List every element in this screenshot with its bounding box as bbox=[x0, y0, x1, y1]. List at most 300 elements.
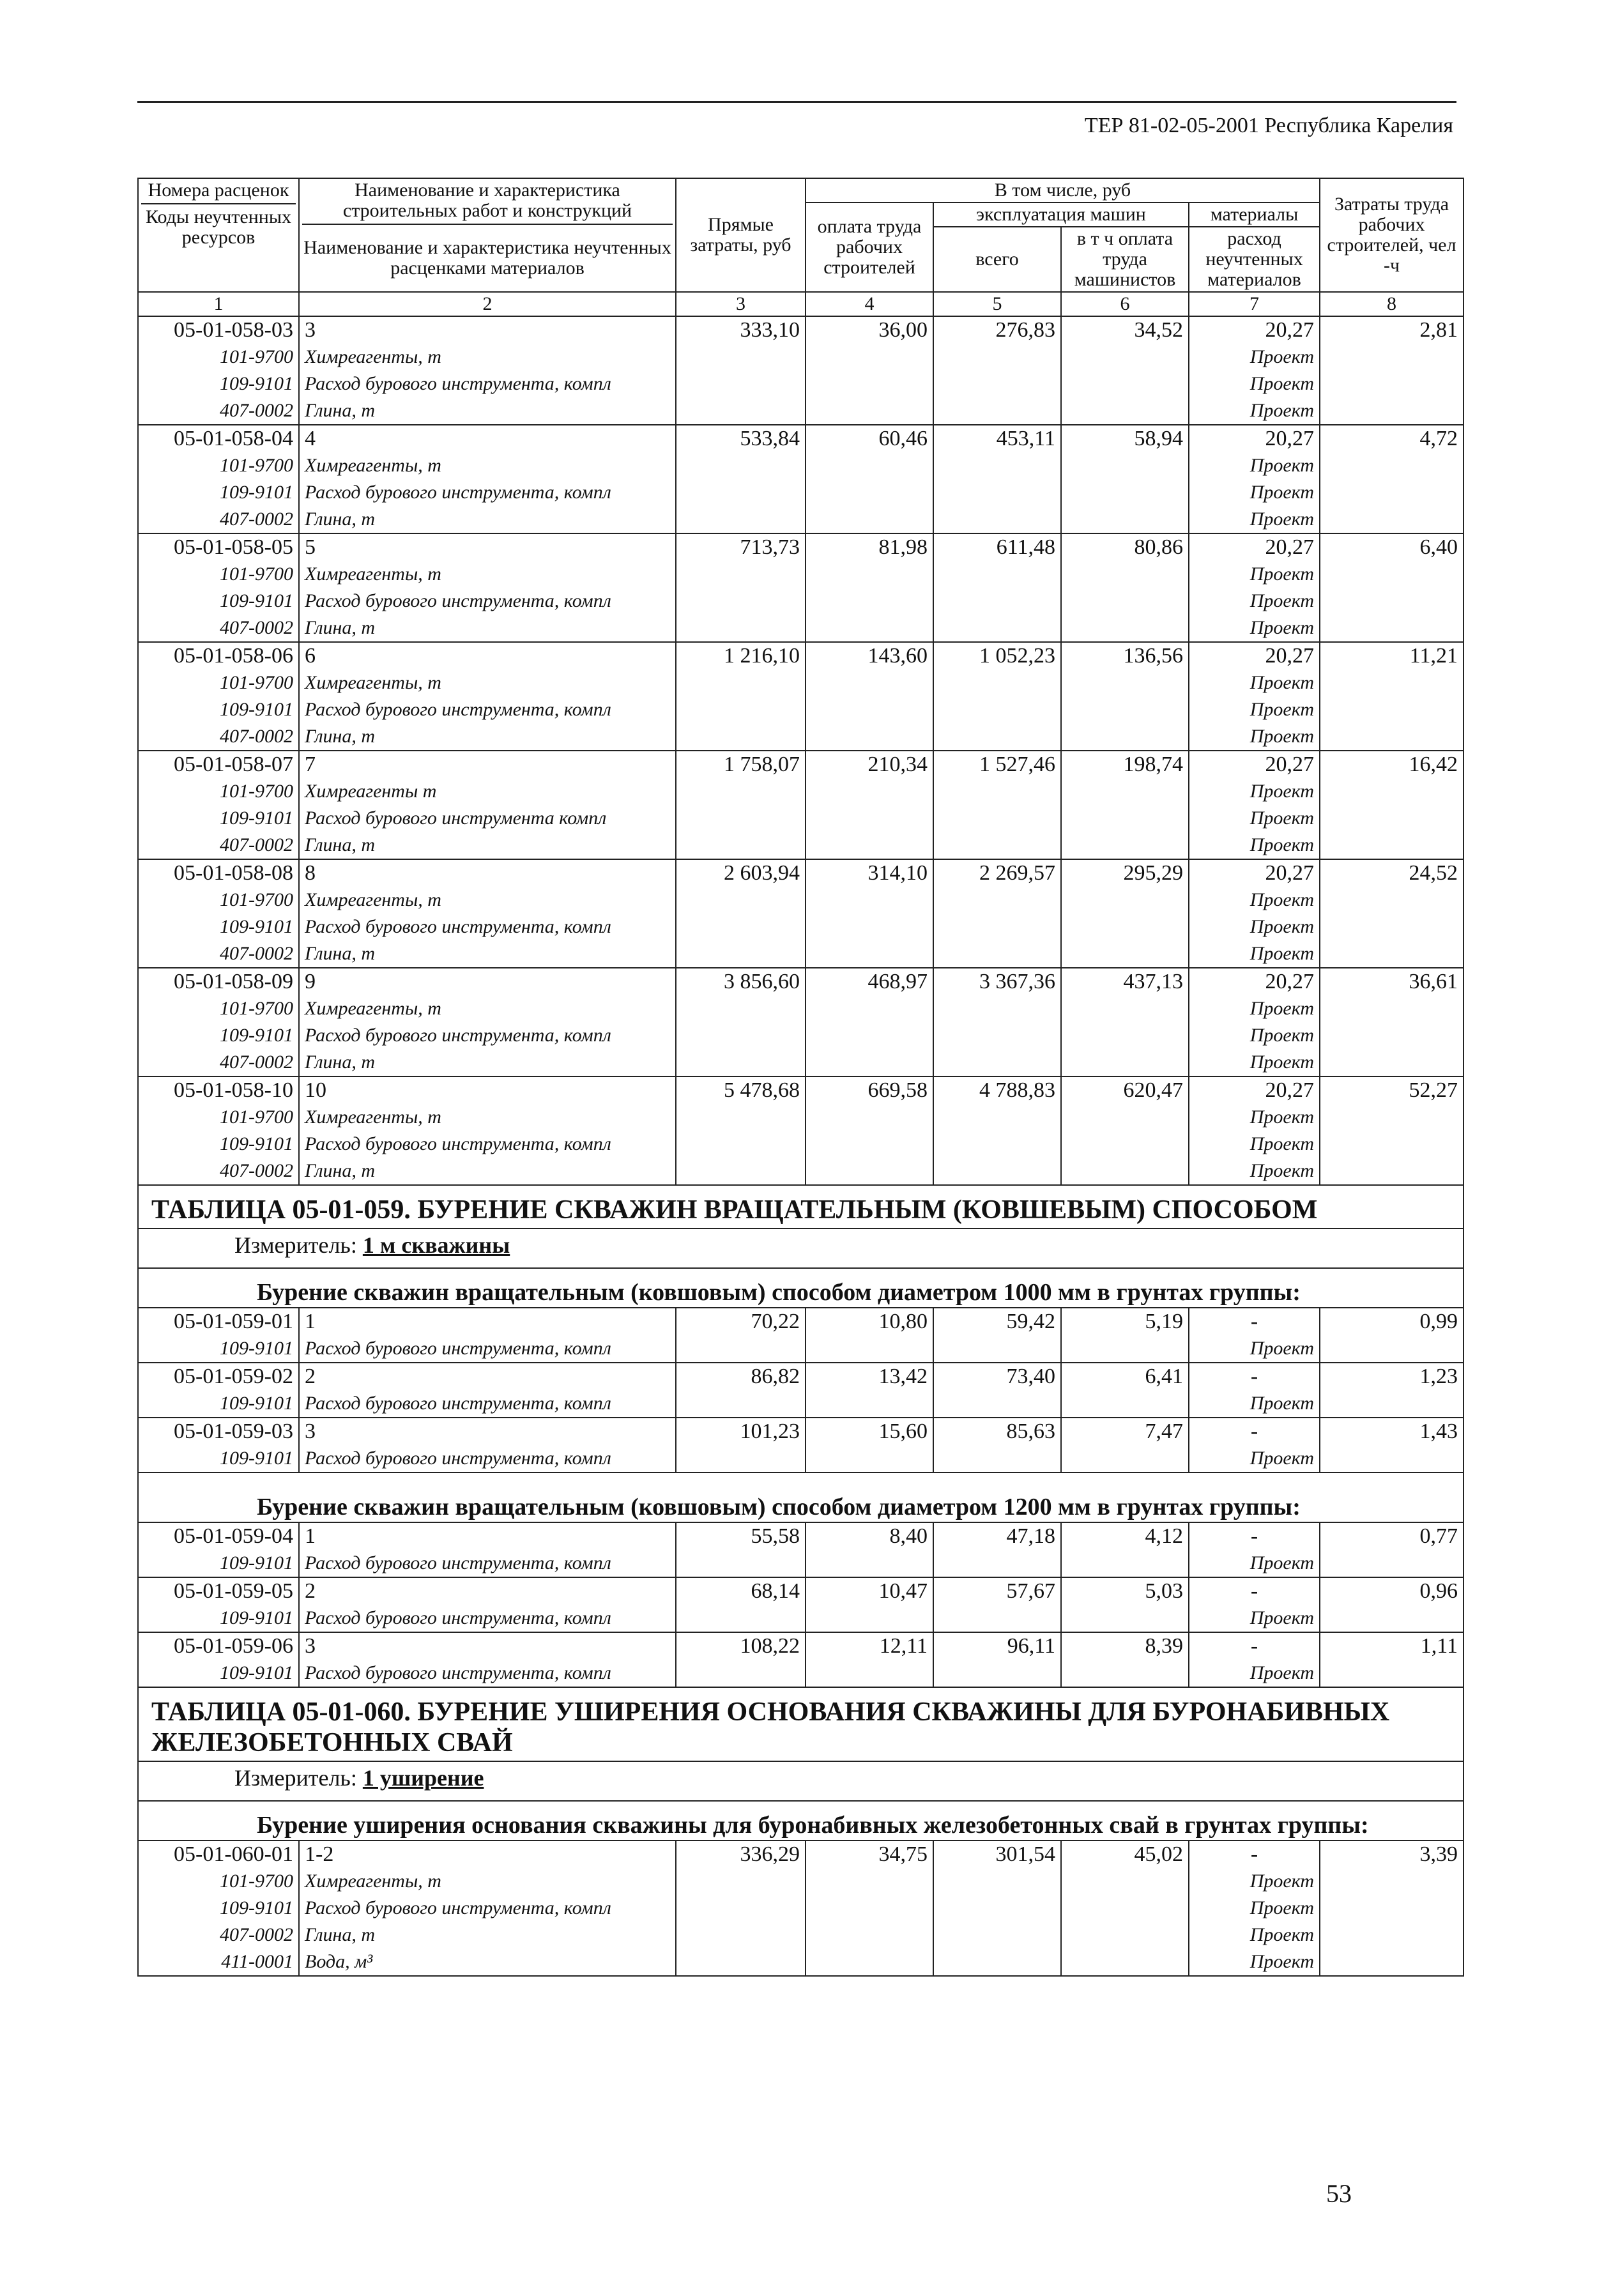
empty-cell bbox=[806, 1605, 933, 1632]
empty-cell bbox=[1061, 397, 1189, 425]
direct-costs: 5 478,68 bbox=[676, 1076, 806, 1104]
empty-cell bbox=[676, 914, 806, 940]
rate-code: 05-01-058-10 bbox=[138, 1076, 299, 1104]
material-name: Расход бурового инструмента, компл bbox=[299, 696, 676, 723]
empty-cell bbox=[1320, 1895, 1463, 1922]
empty-cell bbox=[1320, 506, 1463, 533]
empty-cell bbox=[1061, 805, 1189, 832]
machinist-wages: 6,41 bbox=[1061, 1363, 1189, 1390]
empty-cell bbox=[933, 615, 1061, 642]
wages: 143,60 bbox=[806, 642, 933, 670]
material-name: Глина, т bbox=[299, 615, 676, 642]
empty-cell bbox=[1061, 1922, 1189, 1948]
material-cost: - bbox=[1189, 1577, 1320, 1605]
material-row bbox=[138, 1390, 1463, 1418]
machines-total: 73,40 bbox=[933, 1363, 1061, 1390]
section-heading-060: Бурение уширения основания скважины для буронабивных железобетонных свай в грунтах группы: bbox=[138, 1801, 1463, 1841]
col-header-machinist-wages: в т ч оплата труда машинистов bbox=[1061, 227, 1189, 292]
machinist-wages: 45,02 bbox=[1061, 1841, 1189, 1868]
machinist-wages: 437,13 bbox=[1061, 968, 1189, 995]
empty-cell bbox=[933, 887, 1061, 914]
empty-cell bbox=[1061, 1049, 1189, 1076]
empty-cell bbox=[933, 1948, 1061, 1976]
col-header-names bbox=[299, 178, 676, 292]
empty-cell bbox=[933, 778, 1061, 805]
empty-cell bbox=[1061, 696, 1189, 723]
material-row bbox=[138, 670, 1463, 696]
empty-cell bbox=[806, 696, 933, 723]
empty-cell bbox=[806, 1390, 933, 1418]
material-project: Проект bbox=[1189, 1131, 1320, 1158]
material-project: Проект bbox=[1189, 1104, 1320, 1131]
empty-cell bbox=[676, 832, 806, 859]
empty-cell bbox=[806, 1550, 933, 1577]
direct-costs: 55,58 bbox=[676, 1522, 806, 1550]
resource-code: 109-9101 bbox=[138, 805, 299, 832]
direct-costs: 108,22 bbox=[676, 1632, 806, 1660]
resource-code: 407-0002 bbox=[138, 615, 299, 642]
empty-cell bbox=[1320, 615, 1463, 642]
material-cost: 20,27 bbox=[1189, 642, 1320, 670]
resource-code: 109-9101 bbox=[138, 588, 299, 615]
material-name: Химреагенты, т bbox=[299, 887, 676, 914]
material-name: Глина, т bbox=[299, 1049, 676, 1076]
wages: 12,11 bbox=[806, 1632, 933, 1660]
empty-cell bbox=[1320, 832, 1463, 859]
material-row bbox=[138, 832, 1463, 859]
material-cost: 20,27 bbox=[1189, 751, 1320, 778]
direct-costs: 533,84 bbox=[676, 425, 806, 452]
empty-cell bbox=[806, 1022, 933, 1049]
machinist-wages: 8,39 bbox=[1061, 1632, 1189, 1660]
empty-cell bbox=[1320, 588, 1463, 615]
empty-cell bbox=[1320, 995, 1463, 1022]
price-table bbox=[137, 178, 1464, 1977]
empty-cell bbox=[676, 1948, 806, 1976]
col-num: 6 bbox=[1061, 292, 1189, 316]
table-059-title: ТАБЛИЦА 05-01-059. БУРЕНИЕ СКВАЖИН ВРАЩАТЕЛЬНЫМ (КОВШЕВЫМ) СПОСОБОМ bbox=[138, 1185, 1463, 1228]
empty-cell bbox=[1061, 615, 1189, 642]
empty-cell bbox=[676, 506, 806, 533]
rate-code: 05-01-058-05 bbox=[138, 533, 299, 561]
col-header-wages: оплата труда рабочих строителей bbox=[806, 203, 933, 292]
machinist-wages: 4,12 bbox=[1061, 1522, 1189, 1550]
material-project: Проект bbox=[1189, 778, 1320, 805]
empty-cell bbox=[933, 805, 1061, 832]
labor-hours: 1,43 bbox=[1320, 1418, 1463, 1445]
empty-cell bbox=[806, 561, 933, 588]
rate-row bbox=[138, 1841, 1463, 1868]
material-cost: 20,27 bbox=[1189, 316, 1320, 344]
resource-code: 101-9700 bbox=[138, 1868, 299, 1895]
empty-cell bbox=[1320, 371, 1463, 397]
empty-cell bbox=[1061, 1022, 1189, 1049]
material-cost: - bbox=[1189, 1841, 1320, 1868]
material-row bbox=[138, 615, 1463, 642]
empty-cell bbox=[806, 940, 933, 968]
table-058-body bbox=[138, 316, 1463, 1185]
empty-cell bbox=[1061, 588, 1189, 615]
labor-hours: 3,39 bbox=[1320, 1841, 1463, 1868]
direct-costs: 3 856,60 bbox=[676, 968, 806, 995]
rate-name: 2 bbox=[299, 1577, 676, 1605]
machinist-wages: 5,19 bbox=[1061, 1308, 1189, 1335]
labor-hours: 0,77 bbox=[1320, 1522, 1463, 1550]
material-row bbox=[138, 1049, 1463, 1076]
empty-cell bbox=[806, 506, 933, 533]
material-row bbox=[138, 452, 1463, 479]
material-name: Глина, т bbox=[299, 1158, 676, 1185]
resource-code: 109-9101 bbox=[138, 1895, 299, 1922]
material-cost: 20,27 bbox=[1189, 425, 1320, 452]
empty-cell bbox=[676, 1022, 806, 1049]
wages: 10,47 bbox=[806, 1577, 933, 1605]
direct-costs: 336,29 bbox=[676, 1841, 806, 1868]
labor-hours: 4,72 bbox=[1320, 425, 1463, 452]
table-060-title: ТАБЛИЦА 05-01-060. БУРЕНИЕ УШИРЕНИЯ ОСНОВАНИЯ СКВАЖИНЫ ДЛЯ БУРОНАБИВНЫХ ЖЕЛЕЗОБЕТОННЫХ СВАЙ bbox=[138, 1687, 1463, 1761]
section-heading-1200: Бурение скважин вращательным (ковшовым) способом диаметром 1200 мм в грунтах группы: bbox=[138, 1473, 1463, 1522]
empty-cell bbox=[1061, 1445, 1189, 1473]
direct-costs: 1 758,07 bbox=[676, 751, 806, 778]
material-row bbox=[138, 1445, 1463, 1473]
col-header-material-use: расход неучтенных материалов bbox=[1189, 227, 1320, 292]
empty-cell bbox=[933, 832, 1061, 859]
empty-cell bbox=[806, 832, 933, 859]
empty-cell bbox=[1061, 1895, 1189, 1922]
material-project: Проект bbox=[1189, 588, 1320, 615]
meter-label: Измеритель: bbox=[234, 1232, 357, 1258]
material-name: Глина, т bbox=[299, 506, 676, 533]
rate-name: 4 bbox=[299, 425, 676, 452]
material-cost: 20,27 bbox=[1189, 1076, 1320, 1104]
empty-cell bbox=[676, 1605, 806, 1632]
material-project: Проект bbox=[1189, 1022, 1320, 1049]
material-project: Проект bbox=[1189, 344, 1320, 371]
wages: 60,46 bbox=[806, 425, 933, 452]
material-name: Вода, м³ bbox=[299, 1948, 676, 1976]
empty-cell bbox=[933, 588, 1061, 615]
material-name: Расход бурового инструмента, компл bbox=[299, 1895, 676, 1922]
column-number-row bbox=[138, 292, 1463, 316]
material-row bbox=[138, 1550, 1463, 1577]
resource-code: 407-0002 bbox=[138, 1922, 299, 1948]
empty-cell bbox=[933, 696, 1061, 723]
col-header-rate-numbers: Номера расценок bbox=[141, 180, 296, 204]
machinist-wages: 34,52 bbox=[1061, 316, 1189, 344]
empty-cell bbox=[1061, 371, 1189, 397]
material-project: Проект bbox=[1189, 561, 1320, 588]
empty-cell bbox=[1061, 1660, 1189, 1687]
empty-cell bbox=[1320, 1390, 1463, 1418]
empty-cell bbox=[806, 371, 933, 397]
material-project: Проект bbox=[1189, 887, 1320, 914]
machines-total: 4 788,83 bbox=[933, 1076, 1061, 1104]
col-header-resource-codes: Коды неучтенных ресурсов bbox=[146, 206, 291, 248]
empty-cell bbox=[1061, 1550, 1189, 1577]
rate-row bbox=[138, 642, 1463, 670]
table-059-body bbox=[138, 1185, 1463, 1687]
material-row bbox=[138, 1948, 1463, 1976]
empty-cell bbox=[1320, 1605, 1463, 1632]
resource-code: 109-9101 bbox=[138, 1550, 299, 1577]
empty-cell bbox=[806, 1922, 933, 1948]
empty-cell bbox=[933, 1158, 1061, 1185]
empty-cell bbox=[1061, 561, 1189, 588]
empty-cell bbox=[933, 1445, 1061, 1473]
resource-code: 109-9101 bbox=[138, 696, 299, 723]
resource-code: 407-0002 bbox=[138, 1049, 299, 1076]
labor-hours: 1,23 bbox=[1320, 1363, 1463, 1390]
col-header-codes bbox=[138, 178, 299, 292]
material-row bbox=[138, 506, 1463, 533]
col-header-labor: Затраты труда рабочих строителей, чел -ч bbox=[1320, 178, 1463, 292]
material-project: Проект bbox=[1189, 832, 1320, 859]
labor-hours: 11,21 bbox=[1320, 642, 1463, 670]
empty-cell bbox=[676, 1895, 806, 1922]
empty-cell bbox=[1320, 1948, 1463, 1976]
resource-code: 109-9101 bbox=[138, 1660, 299, 1687]
empty-cell bbox=[1061, 506, 1189, 533]
material-name: Расход бурового инструмента, компл bbox=[299, 1550, 676, 1577]
rate-name: 1-2 bbox=[299, 1841, 676, 1868]
material-name: Расход бурового инструмента, компл bbox=[299, 914, 676, 940]
col-header-material-name: Наименование и характеристика неучтенных расценками материалов bbox=[303, 237, 671, 279]
machinist-wages: 58,94 bbox=[1061, 425, 1189, 452]
empty-cell bbox=[1320, 805, 1463, 832]
empty-cell bbox=[1320, 1104, 1463, 1131]
machines-total: 85,63 bbox=[933, 1418, 1061, 1445]
empty-cell bbox=[676, 805, 806, 832]
machinist-wages: 136,56 bbox=[1061, 642, 1189, 670]
material-cost: - bbox=[1189, 1363, 1320, 1390]
empty-cell bbox=[933, 723, 1061, 751]
rate-name: 6 bbox=[299, 642, 676, 670]
material-row bbox=[138, 914, 1463, 940]
material-name: Расход бурового инструмента, компл bbox=[299, 1445, 676, 1473]
col-num: 7 bbox=[1189, 292, 1320, 316]
empty-cell bbox=[676, 696, 806, 723]
material-row bbox=[138, 887, 1463, 914]
col-header-machines-total: всего bbox=[933, 227, 1061, 292]
empty-cell bbox=[933, 1922, 1061, 1948]
rate-code: 05-01-058-03 bbox=[138, 316, 299, 344]
resource-code: 109-9101 bbox=[138, 1335, 299, 1363]
rate-row bbox=[138, 968, 1463, 995]
empty-cell bbox=[1320, 778, 1463, 805]
empty-cell bbox=[806, 914, 933, 940]
empty-cell bbox=[1061, 778, 1189, 805]
empty-cell bbox=[806, 995, 933, 1022]
empty-cell bbox=[1320, 723, 1463, 751]
rate-name: 10 bbox=[299, 1076, 676, 1104]
empty-cell bbox=[1320, 887, 1463, 914]
rate-name: 3 bbox=[299, 316, 676, 344]
machines-total: 301,54 bbox=[933, 1841, 1061, 1868]
empty-cell bbox=[1320, 479, 1463, 506]
empty-cell bbox=[1320, 940, 1463, 968]
material-project: Проект bbox=[1189, 1868, 1320, 1895]
material-row bbox=[138, 479, 1463, 506]
empty-cell bbox=[676, 1868, 806, 1895]
empty-cell bbox=[1061, 479, 1189, 506]
empty-cell bbox=[806, 1104, 933, 1131]
rate-code: 05-01-058-09 bbox=[138, 968, 299, 995]
resource-code: 407-0002 bbox=[138, 940, 299, 968]
empty-cell bbox=[933, 344, 1061, 371]
empty-cell bbox=[806, 1660, 933, 1687]
rate-name: 1 bbox=[299, 1522, 676, 1550]
empty-cell bbox=[676, 1660, 806, 1687]
empty-cell bbox=[806, 887, 933, 914]
labor-hours: 1,11 bbox=[1320, 1632, 1463, 1660]
empty-cell bbox=[676, 670, 806, 696]
machines-total: 2 269,57 bbox=[933, 859, 1061, 887]
empty-cell bbox=[1320, 561, 1463, 588]
material-name: Расход бурового инструмента компл bbox=[299, 805, 676, 832]
machinist-wages: 7,47 bbox=[1061, 1418, 1189, 1445]
col-num: 1 bbox=[138, 292, 299, 316]
material-row bbox=[138, 1131, 1463, 1158]
rate-name: 8 bbox=[299, 859, 676, 887]
meter-value: 1 м скважины bbox=[362, 1232, 510, 1258]
material-project: Проект bbox=[1189, 1049, 1320, 1076]
table-059-meter bbox=[138, 1228, 1463, 1268]
empty-cell bbox=[676, 479, 806, 506]
col-header-work-name: Наименование и характеристика строительных работ и конструкций bbox=[302, 180, 673, 225]
rate-row bbox=[138, 425, 1463, 452]
material-name: Химреагенты, т bbox=[299, 452, 676, 479]
empty-cell bbox=[1061, 1158, 1189, 1185]
material-project: Проект bbox=[1189, 615, 1320, 642]
empty-cell bbox=[1061, 887, 1189, 914]
material-name: Расход бурового инструмента, компл bbox=[299, 1660, 676, 1687]
header-rule bbox=[137, 101, 1456, 103]
table-060-meter bbox=[138, 1761, 1463, 1801]
wages: 669,58 bbox=[806, 1076, 933, 1104]
direct-costs: 333,10 bbox=[676, 316, 806, 344]
empty-cell bbox=[1061, 670, 1189, 696]
rate-row bbox=[138, 1418, 1463, 1445]
machinist-wages: 198,74 bbox=[1061, 751, 1189, 778]
machines-total: 3 367,36 bbox=[933, 968, 1061, 995]
labor-hours: 0,99 bbox=[1320, 1308, 1463, 1335]
empty-cell bbox=[1061, 1868, 1189, 1895]
resource-code: 411-0001 bbox=[138, 1948, 299, 1976]
resource-code: 101-9700 bbox=[138, 887, 299, 914]
col-header-materials: материалы bbox=[1189, 203, 1320, 227]
material-project: Проект bbox=[1189, 479, 1320, 506]
material-row bbox=[138, 995, 1463, 1022]
material-name: Химреагенты, т bbox=[299, 344, 676, 371]
empty-cell bbox=[806, 1895, 933, 1922]
empty-cell bbox=[933, 506, 1061, 533]
empty-cell bbox=[933, 479, 1061, 506]
material-name: Расход бурового инструмента, компл bbox=[299, 1390, 676, 1418]
wages: 13,42 bbox=[806, 1363, 933, 1390]
col-num: 4 bbox=[806, 292, 933, 316]
material-cost: - bbox=[1189, 1418, 1320, 1445]
material-row bbox=[138, 696, 1463, 723]
material-project: Проект bbox=[1189, 914, 1320, 940]
material-cost: - bbox=[1189, 1308, 1320, 1335]
empty-cell bbox=[806, 344, 933, 371]
empty-cell bbox=[676, 1922, 806, 1948]
rate-name: 9 bbox=[299, 968, 676, 995]
empty-cell bbox=[806, 1335, 933, 1363]
empty-cell bbox=[1320, 1158, 1463, 1185]
rate-code: 05-01-058-04 bbox=[138, 425, 299, 452]
resource-code: 101-9700 bbox=[138, 561, 299, 588]
labor-hours: 52,27 bbox=[1320, 1076, 1463, 1104]
empty-cell bbox=[1320, 914, 1463, 940]
material-project: Проект bbox=[1189, 995, 1320, 1022]
page-number: 53 bbox=[1326, 2179, 1352, 2208]
rate-name: 5 bbox=[299, 533, 676, 561]
empty-cell bbox=[676, 588, 806, 615]
direct-costs: 70,22 bbox=[676, 1308, 806, 1335]
material-name: Расход бурового инструмента, компл bbox=[299, 479, 676, 506]
empty-cell bbox=[933, 397, 1061, 425]
material-name: Химреагенты, т bbox=[299, 1104, 676, 1131]
direct-costs: 713,73 bbox=[676, 533, 806, 561]
machinist-wages: 295,29 bbox=[1061, 859, 1189, 887]
rate-code: 05-01-059-05 bbox=[138, 1577, 299, 1605]
resource-code: 407-0002 bbox=[138, 506, 299, 533]
empty-cell bbox=[676, 1445, 806, 1473]
rate-row bbox=[138, 1363, 1463, 1390]
material-project: Проект bbox=[1189, 696, 1320, 723]
labor-hours: 24,52 bbox=[1320, 859, 1463, 887]
col-header-direct-costs: Прямые затраты, руб bbox=[676, 178, 806, 292]
resource-code: 109-9101 bbox=[138, 1022, 299, 1049]
empty-cell bbox=[806, 670, 933, 696]
empty-cell bbox=[806, 452, 933, 479]
machines-total: 611,48 bbox=[933, 533, 1061, 561]
empty-cell bbox=[933, 1390, 1061, 1418]
rate-code: 05-01-059-04 bbox=[138, 1522, 299, 1550]
empty-cell bbox=[1320, 1049, 1463, 1076]
empty-cell bbox=[933, 995, 1061, 1022]
empty-cell bbox=[676, 940, 806, 968]
material-row bbox=[138, 1660, 1463, 1687]
machinist-wages: 80,86 bbox=[1061, 533, 1189, 561]
empty-cell bbox=[1061, 1948, 1189, 1976]
material-project: Проект bbox=[1189, 1895, 1320, 1922]
material-name: Глина, т bbox=[299, 940, 676, 968]
material-name: Расход бурового инструмента, компл bbox=[299, 1605, 676, 1632]
section-heading-1000: Бурение скважин вращательным (ковшовым) способом диаметром 1000 мм в грунтах группы: bbox=[138, 1268, 1463, 1308]
empty-cell bbox=[1320, 1868, 1463, 1895]
machinist-wages: 5,03 bbox=[1061, 1577, 1189, 1605]
empty-cell bbox=[806, 1131, 933, 1158]
material-row bbox=[138, 344, 1463, 371]
direct-costs: 86,82 bbox=[676, 1363, 806, 1390]
resource-code: 109-9101 bbox=[138, 479, 299, 506]
resource-code: 109-9101 bbox=[138, 1131, 299, 1158]
machines-total: 453,11 bbox=[933, 425, 1061, 452]
rate-code: 05-01-060-01 bbox=[138, 1841, 299, 1868]
material-name: Глина, т bbox=[299, 832, 676, 859]
empty-cell bbox=[676, 615, 806, 642]
empty-cell bbox=[1320, 1445, 1463, 1473]
material-project: Проект bbox=[1189, 452, 1320, 479]
material-name: Глина, т bbox=[299, 1922, 676, 1948]
empty-cell bbox=[676, 1335, 806, 1363]
wages: 468,97 bbox=[806, 968, 933, 995]
resource-code: 101-9700 bbox=[138, 1104, 299, 1131]
empty-cell bbox=[1320, 1922, 1463, 1948]
material-row bbox=[138, 778, 1463, 805]
